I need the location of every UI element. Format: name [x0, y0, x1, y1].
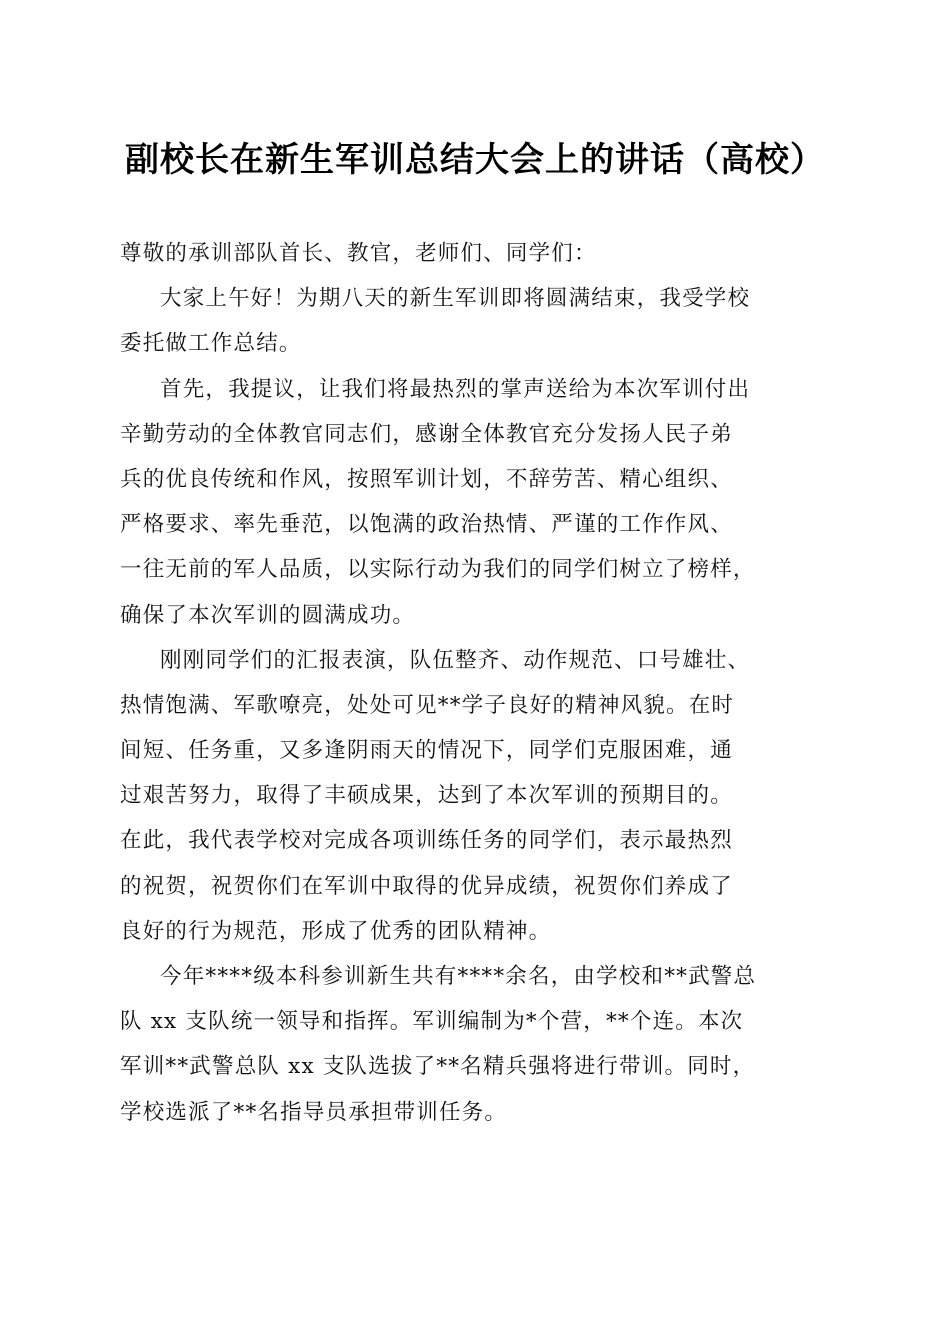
paragraph-line: 严格要求、率先垂范，以饱满的政治热情、严谨的工作作风、: [120, 512, 733, 538]
document-title: 副校长在新生军训总结大会上的讲话（高校）: [125, 140, 825, 180]
paragraph-line: 队 xx 支队统一领导和指挥。军训编制为*个营，**个连。本次: [120, 1009, 744, 1035]
paragraph-line: 间短、任务重，又多逢阴雨天的情况下，同学们克服困难，通: [120, 738, 733, 764]
paragraph-line: 良好的行为规范，形成了优秀的团队精神。: [120, 918, 552, 944]
paragraph-line: 一往无前的军人品质，以实际行动为我们的同学们树立了榜样，: [120, 557, 756, 583]
paragraph-line: 的祝贺，祝贺你们在军训中取得的优异成绩，祝贺你们养成了: [120, 873, 733, 899]
document-body: [120, 231, 832, 1135]
paragraph-line: 大家上午好！为期八天的新生军训即将圆满结束，我受学校: [160, 286, 751, 312]
paragraph-line: 确保了本次军训的圆满成功。: [120, 602, 416, 628]
paragraph-thanks-instructors: [120, 367, 832, 638]
paragraph-line: 过艰苦努力，取得了丰硕成果，达到了本次军训的预期目的。: [120, 783, 733, 809]
salutation-line: 尊敬的承训部队首长、教官，老师们、同学们：: [120, 241, 597, 266]
paragraph-line: 兵的优良传统和作风，按照军训计划，不辞劳苦、精心组织、: [120, 466, 733, 492]
paragraph-line: 军训**武警总队 xx 支队选拔了**名精兵强将进行带训。同时，: [120, 1054, 756, 1080]
paragraph-congratulations: [120, 638, 832, 954]
salutation: [120, 231, 832, 276]
paragraph-line: 在此，我代表学校对完成各项训练任务的同学们，表示最热烈: [120, 828, 733, 854]
paragraph-line: 学校选派了**名指导员承担带训任务。: [120, 1099, 508, 1125]
paragraph-line: 委托做工作总结。: [120, 331, 302, 357]
paragraph-line: 首先，我提议，让我们将最热烈的掌声送给为本次军训付出: [160, 376, 751, 402]
paragraph-line: 热情饱满、军歌嘹亮，处处可见**学子良好的精神风貌。在时: [120, 692, 735, 718]
paragraph-training-organization: [120, 954, 832, 1135]
paragraph-line: 辛勤劳动的全体教官同志们，感谢全体教官充分发扬人民子弟: [120, 421, 733, 447]
paragraph-line: 今年****级本科参训新生共有****余名，由学校和**武警总: [160, 964, 757, 989]
paragraph-line: 刚刚同学们的汇报表演，队伍整齐、动作规范、口号雄壮、: [160, 647, 751, 673]
paragraph-greeting: [120, 276, 832, 366]
